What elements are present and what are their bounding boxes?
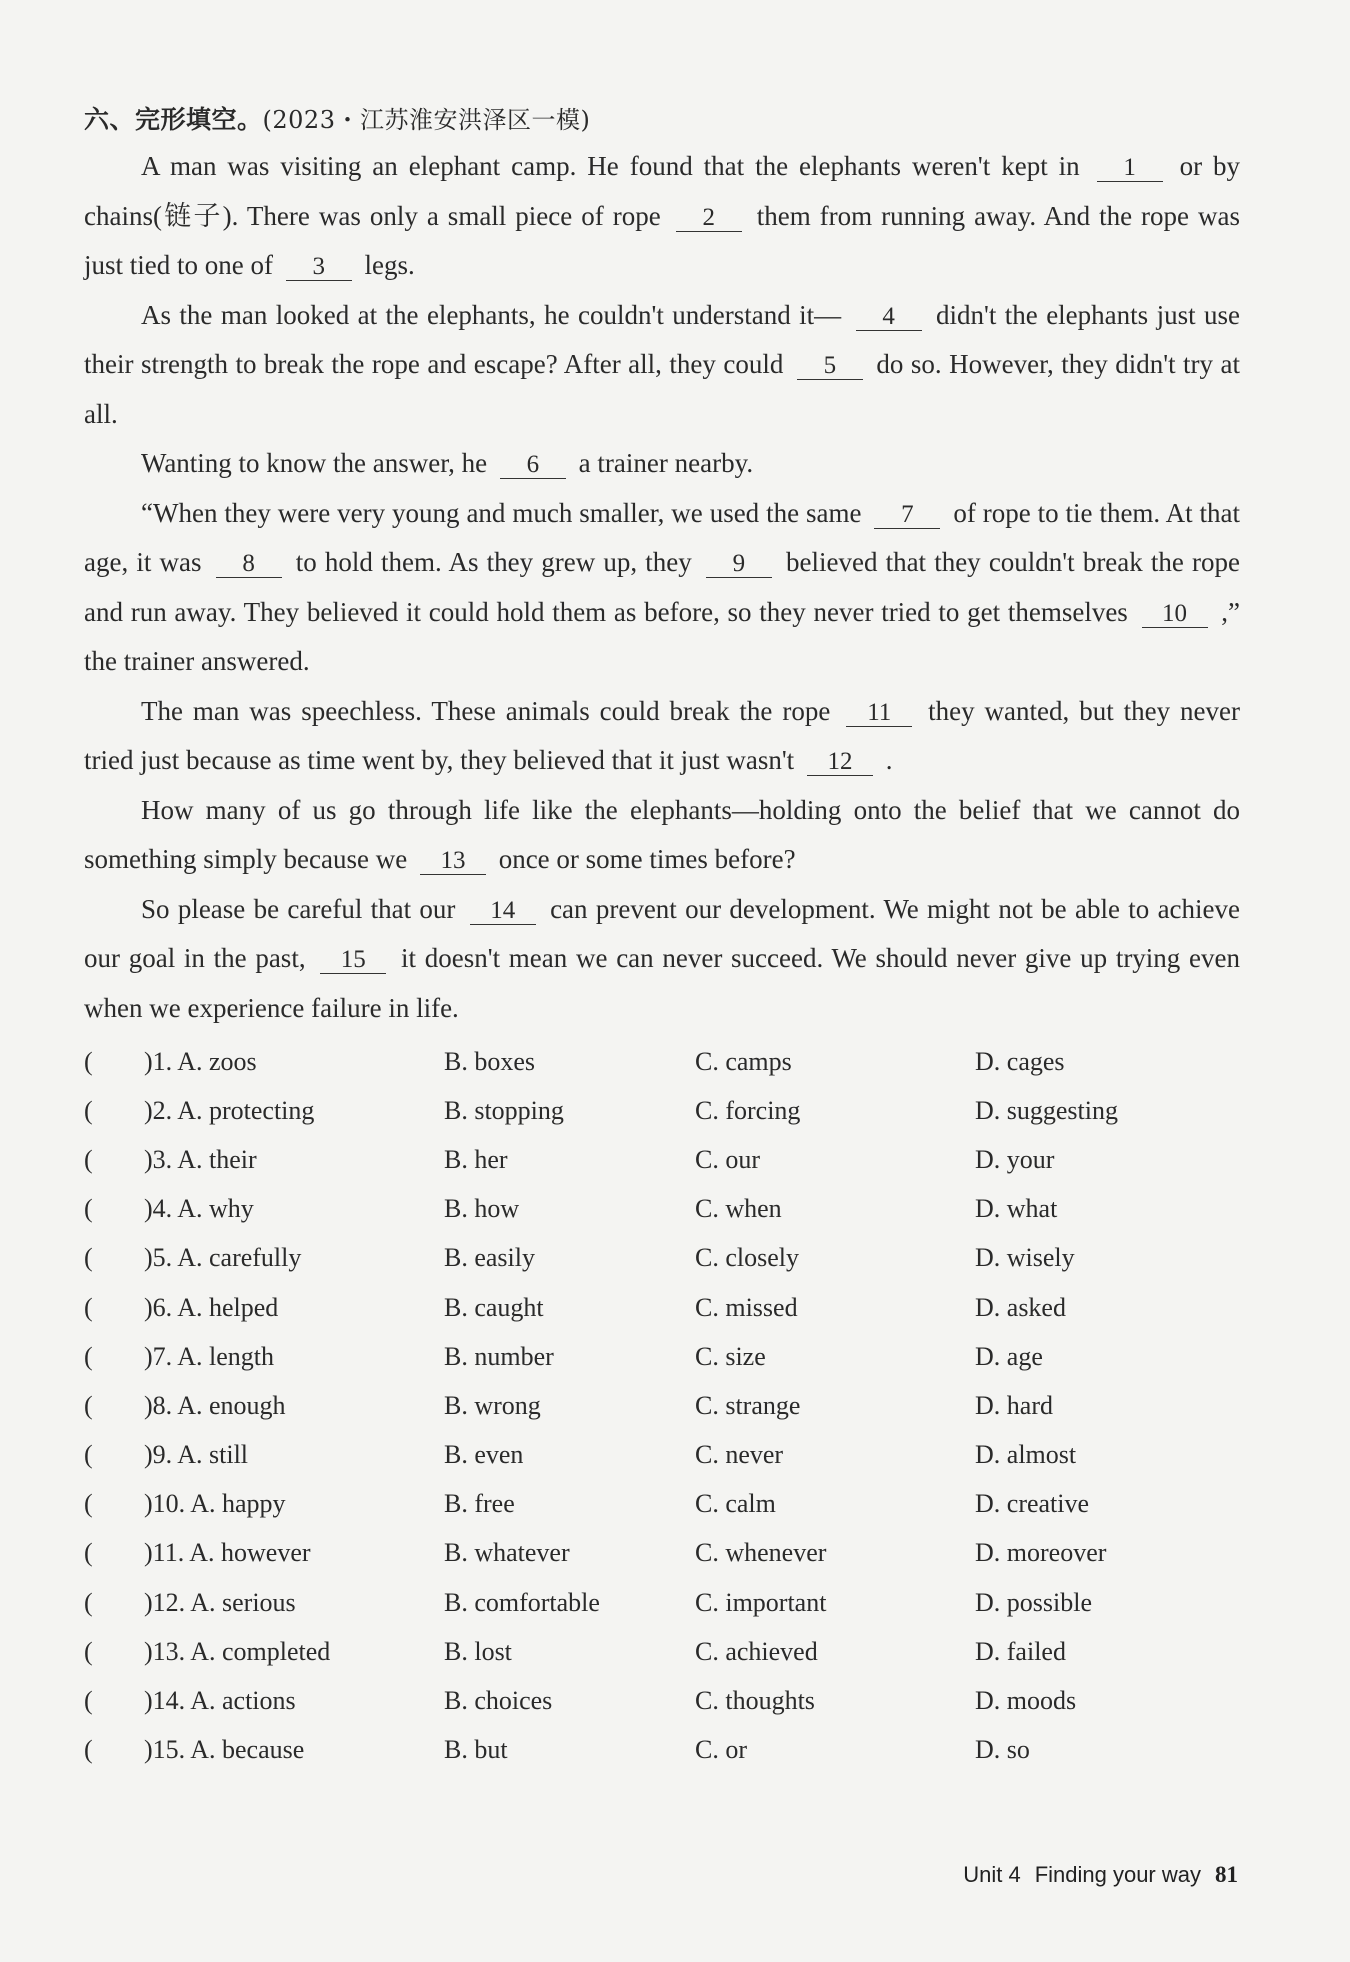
answer-blank[interactable]: 12: [807, 749, 873, 776]
answer-paren[interactable]: (: [84, 1095, 93, 1125]
passage-text: “When they were very young and much smaller, we used the same: [141, 497, 862, 528]
footer-title: Finding your way: [1034, 1862, 1201, 1887]
option-c[interactable]: C. whenever: [695, 1538, 827, 1568]
passage-paragraph: [84, 786, 1240, 885]
option-b[interactable]: B. lost: [444, 1636, 512, 1666]
option-d[interactable]: D. cages: [975, 1046, 1065, 1076]
section-heading: [84, 100, 1240, 136]
question-row: [84, 1037, 1240, 1086]
option-c[interactable]: C. closely: [695, 1243, 799, 1273]
option-d[interactable]: D. so: [975, 1735, 1030, 1765]
question-row: [84, 1185, 1240, 1234]
answer-paren[interactable]: (: [84, 1144, 93, 1174]
option-c[interactable]: C. our: [695, 1144, 760, 1174]
option-b[interactable]: B. easily: [444, 1243, 535, 1273]
passage-paragraph: [84, 291, 1240, 440]
passage-text: As the man looked at the elephants, he couldn't understand it—: [141, 299, 842, 330]
section-title: 六、完形填空。: [84, 105, 263, 134]
option-a[interactable]: )9. A. still: [144, 1440, 249, 1470]
answer-paren[interactable]: (: [84, 1735, 93, 1765]
option-b[interactable]: B. how: [444, 1194, 520, 1224]
answer-paren[interactable]: (: [84, 1686, 93, 1716]
passage-text: do so. However, they didn't try at all.: [84, 349, 1241, 429]
worksheet-page: [84, 100, 1240, 1775]
option-a[interactable]: )5. A. carefully: [144, 1243, 302, 1273]
passage-text: So please be careful that our: [141, 893, 456, 924]
passage-text: didn't the elephants just use their strength to break the rope and escape? After all, they could: [84, 299, 1240, 379]
passage-text: they wanted, but they never tried just because as time went by, they believed that it just wasn't: [84, 695, 1240, 775]
page-number: 81: [1215, 1862, 1238, 1887]
passage-text: .: [885, 745, 893, 775]
option-d[interactable]: D. moreover: [975, 1538, 1107, 1568]
answer-blank[interactable]: 8: [216, 551, 282, 578]
passage-paragraph: [84, 687, 1240, 786]
passage-text: How many of us go through life like the elephants—holding onto the belief that we cannot do something simply because we: [84, 794, 1240, 874]
passage-text: once or some times before?: [498, 844, 796, 874]
passage-paragraph: [84, 885, 1240, 1034]
option-a[interactable]: )12. A. serious: [144, 1587, 296, 1617]
answer-blank[interactable]: 14: [470, 898, 536, 925]
option-b[interactable]: B. comfortable: [444, 1587, 600, 1617]
question-row: [84, 1431, 1240, 1480]
answer-paren[interactable]: (: [84, 1538, 93, 1568]
passage-text: a trainer nearby.: [578, 448, 754, 478]
passage-text: The man was speechless. These animals could break the rope: [141, 695, 831, 726]
question-row: [84, 1381, 1240, 1430]
option-c[interactable]: C. thoughts: [695, 1686, 815, 1716]
answer-paren[interactable]: (: [84, 1390, 93, 1420]
option-d[interactable]: D. suggesting: [975, 1095, 1118, 1125]
option-d[interactable]: D. moods: [975, 1686, 1077, 1716]
option-b[interactable]: B. but: [444, 1735, 508, 1765]
answer-blank[interactable]: 1: [1097, 155, 1163, 182]
question-row: [84, 1676, 1240, 1725]
option-d[interactable]: D. asked: [975, 1292, 1066, 1322]
passage-text: of rope to tie them. At that age, it was: [84, 497, 1241, 577]
section-source: (2023・江苏淮安洪泽区一模): [262, 106, 591, 134]
option-d[interactable]: D. what: [975, 1194, 1058, 1224]
answer-paren[interactable]: (: [84, 1341, 93, 1371]
passage-text: it doesn't mean we can never succeed. We should never give up trying even when we experience failure in life.: [84, 943, 1240, 1023]
option-c[interactable]: C. important: [695, 1587, 827, 1617]
option-c[interactable]: C. achieved: [695, 1636, 818, 1666]
page-footer: [963, 1862, 1238, 1888]
answer-paren[interactable]: (: [84, 1194, 93, 1224]
option-d[interactable]: D. almost: [975, 1440, 1077, 1470]
passage-paragraph: [84, 489, 1240, 687]
question-row: [84, 1086, 1240, 1135]
option-a[interactable]: )7. A. length: [144, 1341, 274, 1371]
answer-blank[interactable]: 10: [1142, 601, 1208, 628]
passage-paragraph: [84, 142, 1240, 291]
answer-blank[interactable]: 11: [846, 700, 912, 727]
passage-text: believed that they couldn't break the rope and run away. They believed it could hold them as before, so they never tried to get themselves: [84, 547, 1241, 627]
option-a[interactable]: )15. A. because: [144, 1735, 305, 1765]
answer-blank[interactable]: 15: [320, 947, 386, 974]
option-c[interactable]: C. size: [695, 1341, 766, 1371]
question-row: [84, 1529, 1240, 1578]
question-row: [84, 1726, 1240, 1775]
option-a[interactable]: )3. A. their: [144, 1144, 257, 1174]
passage-text: Wanting to know the answer, he: [141, 448, 488, 478]
question-row: [84, 1480, 1240, 1529]
question-row: [84, 1234, 1240, 1283]
option-d[interactable]: D. possible: [975, 1587, 1092, 1617]
option-b[interactable]: B. whatever: [444, 1538, 570, 1568]
answer-paren[interactable]: (: [84, 1489, 93, 1519]
answer-blank[interactable]: 5: [797, 353, 863, 380]
passage-text: to hold them. As they grew up, they: [295, 547, 692, 577]
option-b[interactable]: B. caught: [444, 1292, 544, 1322]
question-row: [84, 1283, 1240, 1332]
option-b[interactable]: B. number: [444, 1341, 554, 1371]
option-c[interactable]: C. missed: [695, 1292, 798, 1322]
option-b[interactable]: B. even: [444, 1440, 524, 1470]
answer-blank[interactable]: 9: [706, 551, 772, 578]
option-a[interactable]: )14. A. actions: [144, 1686, 296, 1716]
option-a[interactable]: )4. A. why: [144, 1194, 254, 1224]
option-b[interactable]: B. boxes: [444, 1046, 535, 1076]
answer-blank[interactable]: 13: [420, 848, 486, 875]
passage-text: legs.: [364, 250, 415, 280]
option-b[interactable]: B. choices: [444, 1686, 553, 1716]
question-row: [84, 1627, 1240, 1676]
question-row: [84, 1578, 1240, 1627]
option-a[interactable]: )11. A. however: [144, 1538, 311, 1568]
option-c[interactable]: C. forcing: [695, 1095, 801, 1125]
option-a[interactable]: )10. A. happy: [144, 1489, 286, 1519]
option-c[interactable]: C. calm: [695, 1489, 776, 1519]
question-row: [84, 1135, 1240, 1184]
answer-blank[interactable]: 2: [676, 205, 742, 232]
option-c[interactable]: C. never: [695, 1440, 784, 1470]
cloze-passage: [84, 142, 1240, 1033]
passage-text: can prevent our development. We might not be able to achieve our goal in the past,: [84, 893, 1241, 973]
option-a[interactable]: )6. A. helped: [144, 1292, 279, 1322]
answer-blank[interactable]: 7: [874, 502, 940, 529]
passage-paragraph: [84, 439, 1240, 489]
option-c[interactable]: C. when: [695, 1194, 782, 1224]
answer-paren[interactable]: (: [84, 1046, 93, 1076]
option-c[interactable]: C. or: [695, 1735, 747, 1765]
answer-blank[interactable]: 6: [500, 452, 566, 479]
option-c[interactable]: C. strange: [695, 1390, 801, 1420]
option-d[interactable]: D. wisely: [975, 1243, 1075, 1273]
answer-paren[interactable]: (: [84, 1636, 93, 1666]
option-d[interactable]: D. failed: [975, 1636, 1066, 1666]
option-b[interactable]: B. free: [444, 1489, 515, 1519]
option-d[interactable]: D. creative: [975, 1489, 1090, 1519]
answer-blank[interactable]: 3: [286, 254, 352, 281]
option-b[interactable]: B. her: [444, 1144, 508, 1174]
passage-text: or by chains(链子). There was only a small piece of rope: [84, 151, 1241, 231]
option-c[interactable]: C. camps: [695, 1046, 792, 1076]
answer-paren[interactable]: (: [84, 1292, 93, 1322]
answer-paren[interactable]: (: [84, 1440, 93, 1470]
passage-text: them from running away. And the rope was just tied to one of: [84, 200, 1241, 280]
passage-text: ,” the trainer answered.: [84, 596, 1241, 676]
option-b[interactable]: B. stopping: [444, 1095, 564, 1125]
footer-unit: Unit 4: [963, 1862, 1021, 1887]
question-row: [84, 1332, 1240, 1381]
answer-paren[interactable]: (: [84, 1243, 93, 1273]
option-a[interactable]: )2. A. protecting: [144, 1095, 315, 1125]
answer-paren[interactable]: (: [84, 1587, 93, 1617]
option-a[interactable]: )13. A. completed: [144, 1636, 331, 1666]
passage-text: A man was visiting an elephant camp. He found that the elephants weren't kept in: [141, 151, 1080, 181]
answer-blank[interactable]: 4: [856, 304, 922, 331]
option-d[interactable]: D. your: [975, 1144, 1055, 1174]
option-d[interactable]: D. age: [975, 1341, 1043, 1371]
option-b[interactable]: B. wrong: [444, 1390, 541, 1420]
option-a[interactable]: )8. A. enough: [144, 1390, 286, 1420]
option-d[interactable]: D. hard: [975, 1390, 1053, 1420]
answer-options: [84, 1037, 1240, 1775]
option-a[interactable]: )1. A. zoos: [144, 1046, 257, 1076]
